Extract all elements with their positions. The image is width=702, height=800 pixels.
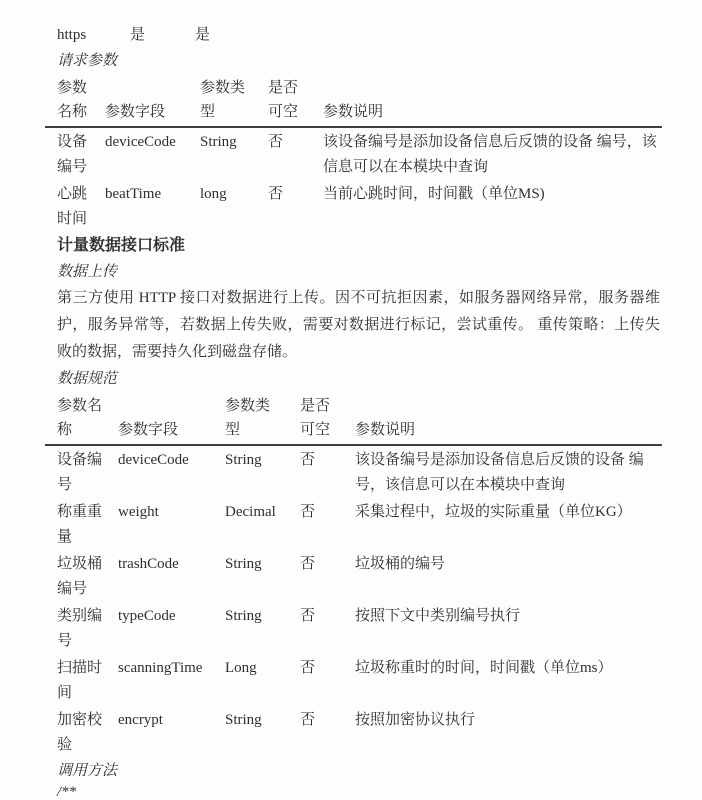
param-nullable-cell: 否: [300, 452, 316, 468]
param-nullable-cell: 否: [300, 712, 316, 728]
param-name-cell: 加密校验: [57, 712, 103, 753]
header-cell-param-field: 参数字段: [118, 392, 225, 446]
header-cell-param-type: 参数类型: [200, 74, 268, 128]
param-desc-cell: 垃圾称重时的时间，时间戳（单位ms）: [355, 660, 613, 676]
param-field-cell: encrypt: [118, 712, 163, 728]
param-name-cell: 心跳时间: [57, 186, 88, 227]
header-cell-param-type: 参数类型: [225, 392, 300, 446]
param-type-cell: long: [200, 186, 227, 202]
param-name-cell: 类别编号: [57, 608, 103, 649]
param-nullable-cell: 否: [268, 186, 284, 202]
param-desc-cell: 垃圾桶的编号: [355, 556, 446, 572]
param-name-cell: 设备编号: [57, 134, 88, 175]
section-title-data-upload: 数据上传: [57, 264, 118, 280]
param-field-cell: typeCode: [118, 608, 176, 624]
param-type-cell: String: [200, 134, 237, 150]
section-title-data-spec: 数据规范: [57, 371, 118, 387]
param-desc-cell: 按照下文中类别编号执行: [355, 608, 521, 624]
request-params-table: [45, 74, 662, 232]
param-nullable-cell: 否: [300, 660, 316, 676]
param-type-cell: Long: [225, 660, 257, 676]
protocol-value: https: [57, 27, 87, 43]
param-desc-cell: 该设备编号是添加设备信息后反馈的设备 编号，该信息可以在本模块中查询: [355, 452, 644, 493]
param-type-cell: String: [225, 712, 262, 728]
param-desc-cell: 该设备编号是添加设备信息后反馈的设备 编号，该信息可以在本模块中查询: [323, 134, 657, 175]
param-name-cell: 称重重量: [57, 504, 103, 545]
param-name-cell: 设备编号: [57, 452, 103, 493]
param-type-cell: String: [225, 452, 262, 468]
protocol-flag-2: 是: [195, 27, 211, 43]
section-title-invoke-method: 调用方法: [57, 763, 118, 779]
paragraph-upload-policy: 第三方使用 HTTP 接口对数据进行上传。因不可抗拒因素，如服务器网络异常，服务器维护，服务异常等，若数据上传失败，需要对数据进行标记，尝试重传。 重传策略：上传失败的数据，需要持久化到磁盘存储。: [57, 290, 660, 360]
param-nullable-cell: 否: [300, 504, 316, 520]
param-name-cell: 垃圾桶编号: [57, 556, 103, 597]
header-cell-nullable: 是否可空: [300, 392, 355, 446]
param-desc-cell: 按照加密协议执行: [355, 712, 476, 728]
param-name-cell: 扫描时间: [57, 660, 103, 701]
header-cell-param-field: 参数字段: [105, 74, 200, 128]
header-cell-param-desc: 参数说明: [355, 392, 662, 446]
param-field-cell: deviceCode: [118, 452, 189, 468]
header-cell-param-desc: 参数说明: [323, 74, 662, 128]
param-nullable-cell: 否: [300, 556, 316, 572]
header-cell-nullable: 是否可空: [268, 74, 323, 128]
section-title-request-params: 请求参数: [57, 53, 118, 69]
param-field-cell: trashCode: [118, 556, 179, 572]
param-type-cell: String: [225, 608, 262, 624]
protocol-row: [57, 22, 662, 48]
param-type-cell: String: [225, 556, 262, 572]
param-field-cell: beatTime: [105, 186, 162, 202]
param-field-cell: scanningTime: [118, 660, 203, 676]
param-desc-cell: 当前心跳时间，时间戳（单位MS): [323, 186, 545, 202]
param-nullable-cell: 否: [268, 134, 284, 150]
param-nullable-cell: 否: [300, 608, 316, 624]
heading-metering-standard: 计量数据接口标准: [57, 237, 186, 254]
data-spec-table: [45, 392, 662, 758]
header-cell-param-name: 参数名称: [45, 392, 118, 446]
protocol-flag-1: 是: [130, 27, 146, 43]
param-type-cell: Decimal: [225, 504, 276, 520]
param-desc-cell: 采集过程中，垃圾的实际重量（单位KG）: [355, 504, 632, 520]
header-cell-param-name: 参数名称: [45, 74, 105, 128]
param-field-cell: deviceCode: [105, 134, 176, 150]
code-comment-start: /**: [57, 784, 77, 800]
param-field-cell: weight: [118, 504, 159, 520]
